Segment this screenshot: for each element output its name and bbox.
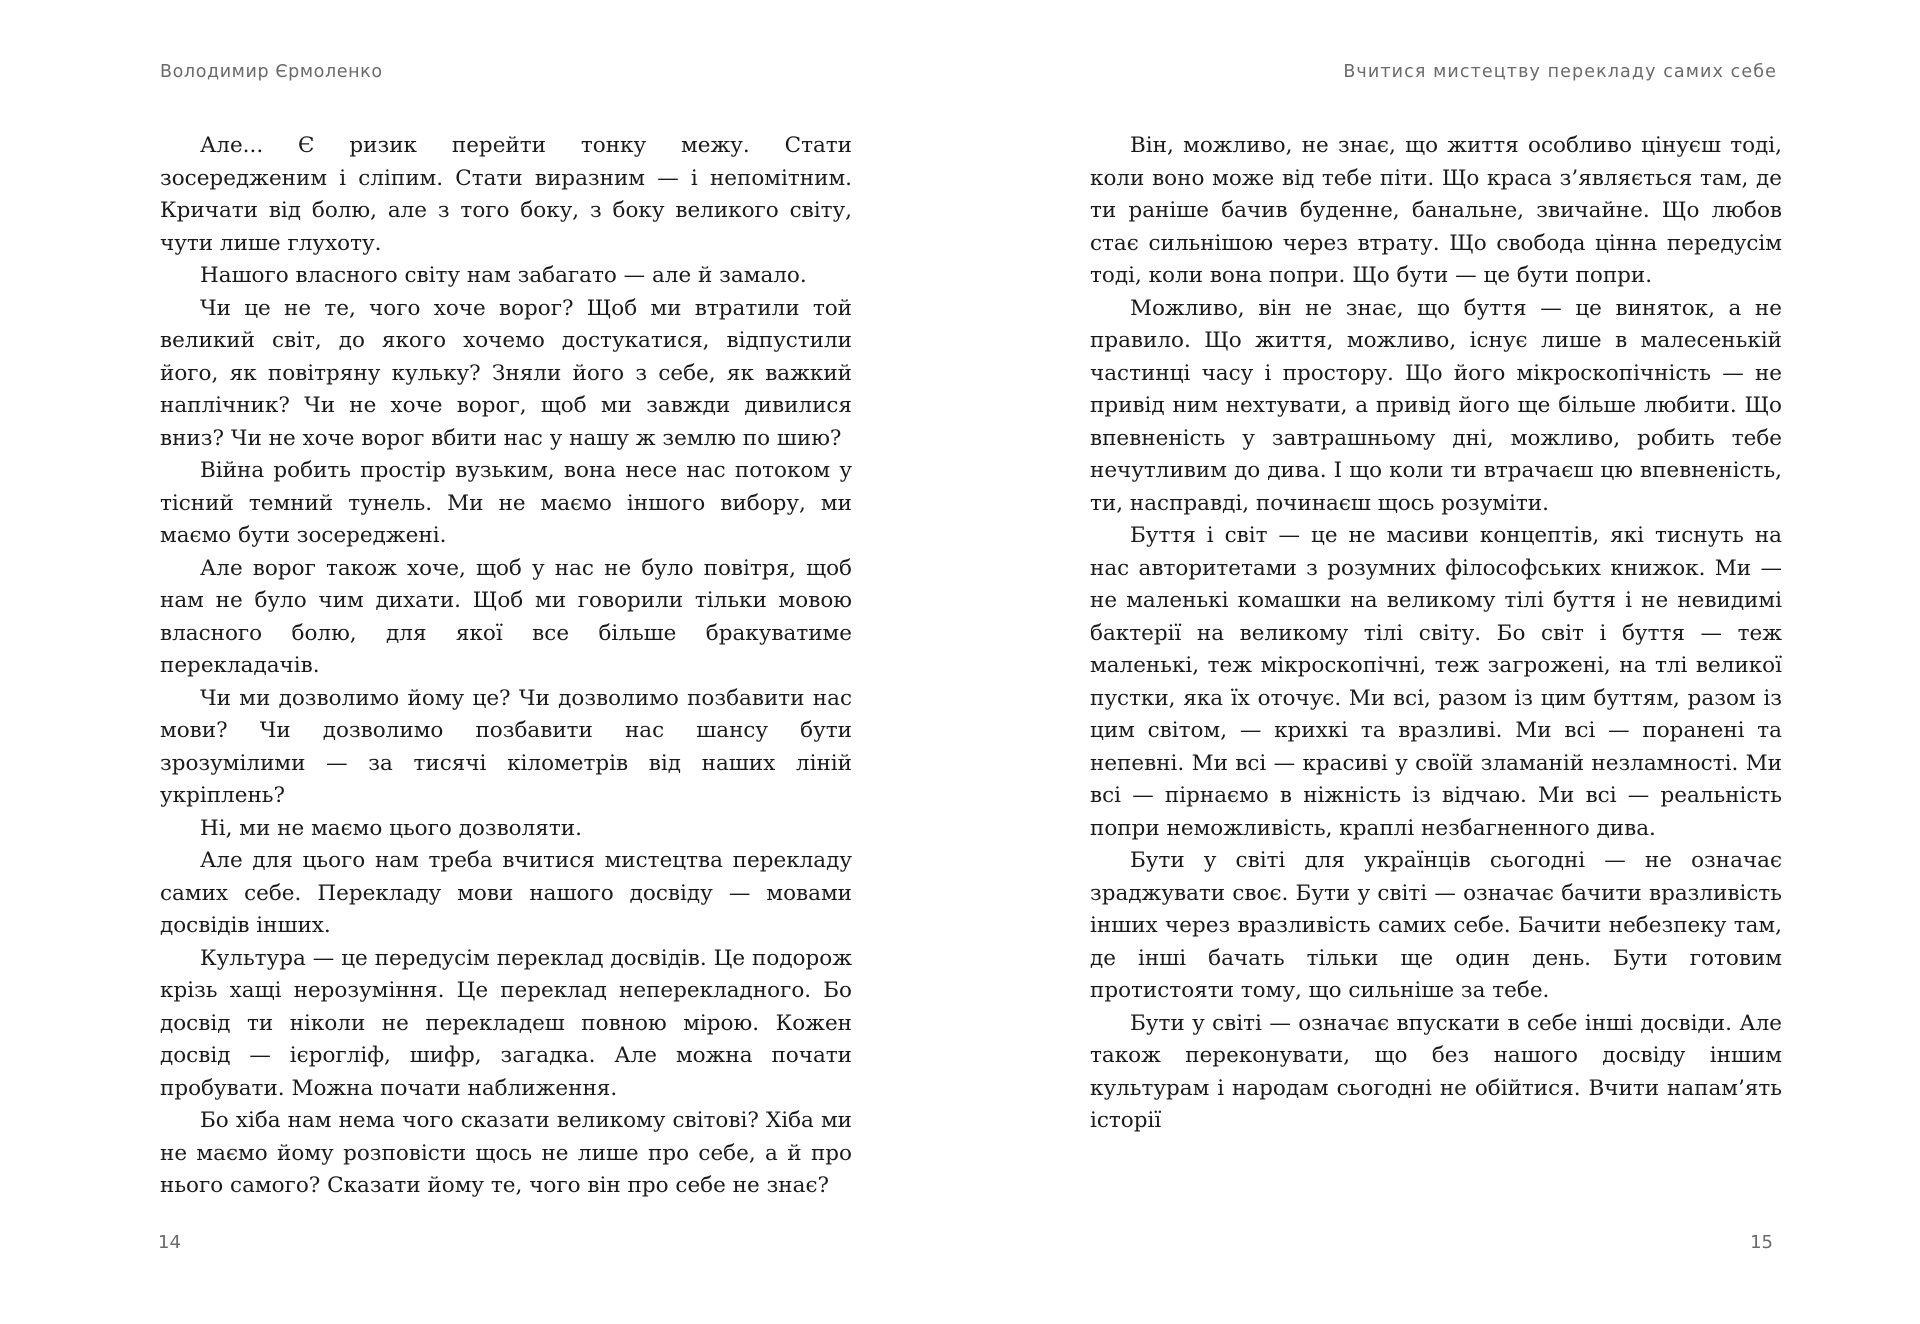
paragraph: Нашого власного світу нам забагато — але й замало. [200, 263, 807, 288]
paragraph: Бути у світі — означає впускати в себе інші досвіди. Але також переконувати, що без нашого досвіду іншим культурам і народам сьогодні не обійтися. Вчити напам’ять історії [1090, 1010, 1782, 1133]
paragraph: Війна робить простір вузьким, вона несе нас потоком у тісний темний тунель. Ми не маємо іншого вибору, ми маємо бути зосереджені. [160, 458, 852, 548]
paragraph: Буття і світ — це не масиви концептів, які тиснуть на нас авторитетами з розумних філософських книжок. Ми — не маленькі комашки на великому тілі буття і не невидимі бактерії на великому тілі світу. Бо світ і буття — теж маленькі, теж мікроскопічні, теж загрожені, на тлі великої пустки, яка їх оточує. Ми всі, разом із цим буттям, разом із цим світом, — крихкі та вразливі. Ми всі — поранені та непевні. Ми всі — красиві у своїй зламаній незламності. Ми всі — пірнаємо в ніжність із відчаю. Ми всі — реальність попри неможливість, краплі незбагненного дива. [1090, 523, 1782, 841]
left-page-body [160, 130, 852, 1203]
paragraph: Ні, ми не маємо цього дозволяти. [200, 815, 582, 841]
right-page [960, 0, 1920, 1324]
paragraph: Але ворог також хоче, щоб у нас не було повітря, щоб нам не було чим дихати. Щоб ми говорили тільки мовою власного болю, для якої все більше бракуватиме перекладачів. [160, 555, 852, 678]
running-head-author: Володимир Єрмоленко [160, 62, 383, 82]
page-number-right: 15 [1750, 1232, 1773, 1253]
paragraph: Але для цього нам треба вчитися мистецтва перекладу самих себе. Перекладу мови нашого досвіду — мовами досвідів інших. [160, 848, 852, 938]
right-page-body [1090, 130, 1782, 1138]
paragraph: Але... Є ризик перейти тонку межу. Стати зосередженим і сліпим. Стати виразним — і непомітним. Кричати від болю, але з того боку, з боку великого світу, чути лише глухоту. [160, 133, 852, 256]
paragraph: Чи ми дозволимо йому це? Чи дозволимо позбавити нас мови? Чи дозволимо позбавити нас шансу бути зрозумілими — за тисячі кілометрів від наших ліній укріплень? [160, 685, 852, 808]
paragraph: Культура — це передусім переклад досвідів. Це подорож крізь хащі нерозуміння. Це переклад неперекладного. Бо досвід ти ніколи не перекладеш повною мірою. Кожен досвід — ієрогліф, шифр, загадка. Але можна почати пробувати. Можна почати наближення. [160, 945, 852, 1101]
paragraph: Чи це не те, чого хоче ворог? Щоб ми втратили той великий світ, до якого хочемо достукатися, відпустили його, як повітряну кульку? Зняли його з себе, як важкий наплічник? Чи не хоче ворог, щоб ми завжди дивилися вниз? Чи не хоче ворог вбити нас у нашу ж землю по шию? [160, 295, 852, 451]
paragraph: Бо хіба нам нема чого сказати великому світові? Хіба ми не маємо йому розповісти щось не лише про себе, а й про нього самого? Сказати йому те, чого він про себе не знає? [160, 1108, 852, 1198]
paragraph: Він, можливо, не знає, що життя особливо цінуєш тоді, коли воно може від тебе піти. Що краса з’являється там, де ти раніше бачив буденне, банальне, звичайне. Що любов стає сильнішою через втрату. Що свобода цінна передусім тоді, коли вона попри. Що бути — це бути попри. [1090, 133, 1782, 288]
paragraph: Бути у світі для українців сьогодні — не означає зраджувати своє. Бути у світі — означає бачити вразливість інших через вразливість самих себе. Бачити небезпеку там, де інші бачать тільки ще один день. Бути готовим протистояти тому, що сильніше за тебе. [1090, 848, 1782, 1003]
page-number-left: 14 [158, 1232, 181, 1253]
paragraph: Можливо, він не знає, що буття — це виняток, а не правило. Що життя, можливо, існує лише в малесенькій частинці часу і простору. Що його мікроскопічність — не привід ним нехтувати, а привід його ще більше любити. Що впевненість у завтрашньому дні, можливо, робить тебе нечутливим до дива. І що коли ти втрачаєш цю впевненість, ти, насправді, починаєш щось розуміти. [1090, 295, 1782, 516]
running-head-chapter: Вчитися мистецтву перекладу самих себе [1343, 62, 1777, 82]
